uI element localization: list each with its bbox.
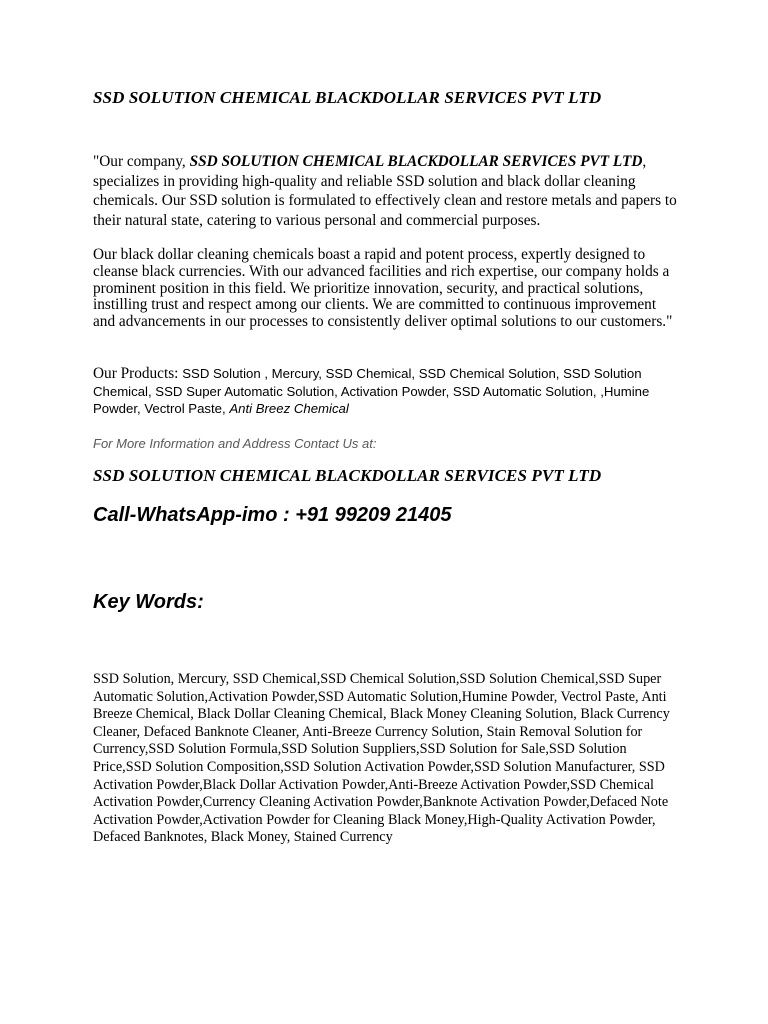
products-paragraph bbox=[93, 365, 663, 418]
intro-company-name: SSD SOLUTION CHEMICAL BLACKDOLLAR SERVICES PVT LTD bbox=[189, 153, 643, 170]
products-list: SSD Solution , Mercury, SSD Chemical, SSD Chemical Solution, SSD Solution Chemical, SSD Super Automatic Solution, Activation Powder, SSD Automatic Solution, ,Humine Powder, Vectrol Paste, bbox=[93, 366, 650, 417]
contact-line: For More Information and Address Contact Us at: bbox=[93, 436, 377, 451]
products-last-item: Anti Breez Chemical bbox=[229, 401, 349, 417]
keywords-heading: Key Words: bbox=[93, 591, 204, 613]
keywords-text: SSD Solution, Mercury, SSD Chemical,SSD Chemical Solution,SSD Solution Chemical,SSD Super Automatic Solution,Activation Powder,SSD Automatic Solution,Humine Powder, Vectrol Paste, Anti Breeze Chemical, Black Dollar Cleaning Chemical, Black Money Cleaning Solution, Black Currency Cleaner, Defaced Banknote Cleaner, Anti-Breeze Currency Solution, Stain Removal Solution for Currency,SSD Solution Formula,SSD Solution Suppliers,SSD Solution for Sale,SSD Solution Price,SSD Solution Composition,SSD Solution Activation Powder,SSD Solution Manufacturer, SSD Activation Powder,Black Dollar Activation Powder,Anti-Breeze Activation Powder,SSD Chemical Activation Powder,Currency Cleaning Activation Powder,Banknote Activation Powder,Defaced Note Activation Powder,Activation Powder for Cleaning Black Money,High-Quality Activation Powder, Defaced Banknotes, Black Money, Stained Currency bbox=[93, 671, 670, 846]
document-title: SSD SOLUTION CHEMICAL BLACKDOLLAR SERVICES PVT LTD bbox=[93, 88, 602, 107]
intro-rest-text: , specializes in providing high-quality and reliable SSD solution and black dollar cleaning chemicals. Our SSD solution is formulated to effectively clean and restore metals and papers to their natural state, catering to various personal and commercial purposes. bbox=[93, 153, 677, 229]
phone-contact: Call-WhatsApp-imo : +91 99209 21405 bbox=[93, 504, 452, 526]
products-label: Our Products: bbox=[93, 365, 183, 382]
second-paragraph: Our black dollar cleaning chemicals boast a rapid and potent process, expertly designed to cleanse black currencies. With our advanced facilities and rich expertise, our company holds a prominent position in this field. We prioritize innovation, security, and practical solutions, instilling trust and respect among our clients. We are committed to continuous improvement and advancements in our processes to consistently deliver optimal solutions to our customers." bbox=[93, 246, 673, 331]
intro-open-text: "Our company, bbox=[93, 153, 190, 170]
intro-paragraph bbox=[93, 152, 678, 230]
company-name-repeat: SSD SOLUTION CHEMICAL BLACKDOLLAR SERVICES PVT LTD bbox=[93, 466, 602, 485]
